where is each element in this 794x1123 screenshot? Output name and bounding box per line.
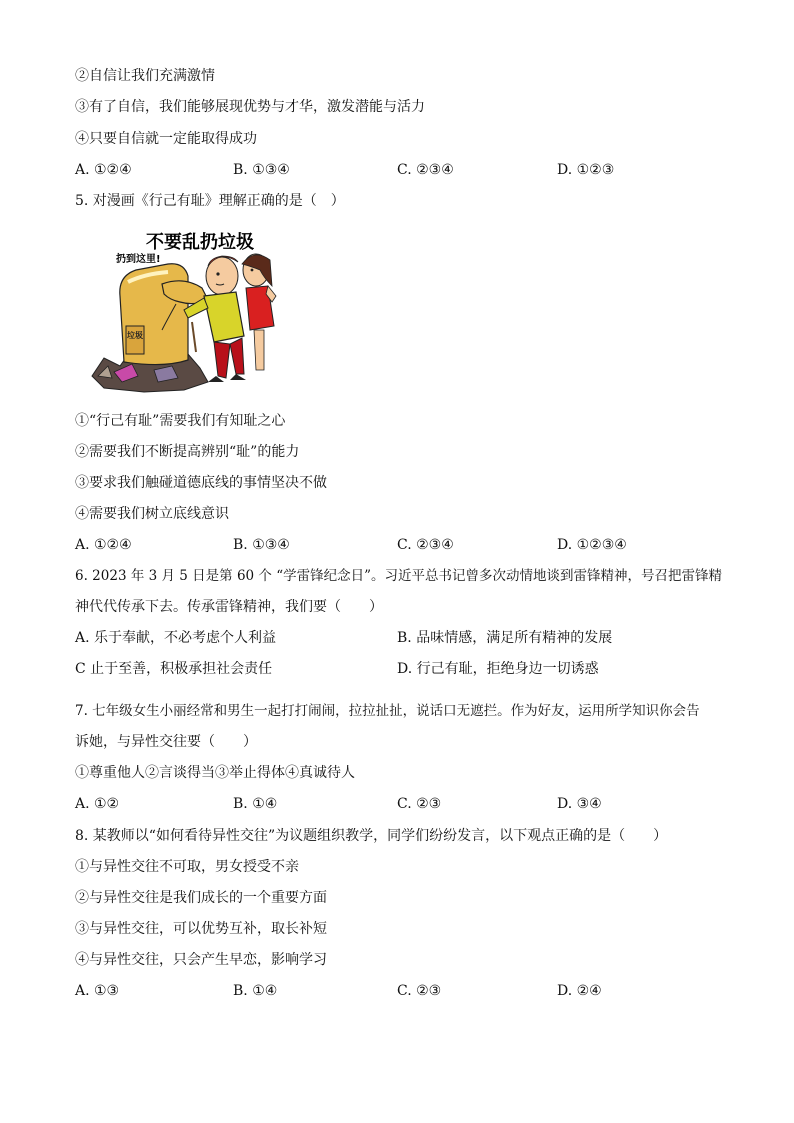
q8-options [75,981,735,1001]
q7-option-d[interactable]: D. ③④ [557,796,602,812]
q6-options-row-1 [75,628,735,648]
q6-question-line-1: 6. 2023 年 3 月 5 日是第 60 个 “学雷锋纪念日”。习近平总书记曾多次动情地谈到雷锋精神，号召把雷锋精 [75,568,723,584]
q8-option-b[interactable]: B. ①④ [233,983,278,999]
q5-options [75,535,735,555]
q8-option-a[interactable]: A. ①③ [75,983,120,999]
q7-option-b[interactable]: B. ①④ [233,796,278,812]
q4-option-d[interactable]: D. ①②③ [557,162,615,178]
q6-question-line-2: 神代代传承下去。传承雷锋精神，我们要（ ） [75,599,383,615]
q4-options [75,160,735,180]
q5-option-a[interactable]: A. ①②④ [75,537,132,553]
q5-statement-4: ④需要我们树立底线意识 [75,506,229,522]
q8-statement-4: ④与异性交往，只会产生早恋，影响学习 [75,952,327,968]
q7-options [75,794,735,814]
q7-statement: ①尊重他人②言谈得当③举止得体④真诚待人 [75,765,355,781]
q8-statement-3: ③与异性交往，可以优势互补，取长补短 [75,921,327,937]
q5-statement-1: ①“行己有耻”需要我们有知耻之心 [75,413,286,429]
q5-question: 5. 对漫画《行己有耻》理解正确的是（ ） [75,193,345,209]
q5-statement-3: ③要求我们触碰道德底线的事情坚决不做 [75,475,327,491]
q6-option-d[interactable]: D. 行己有耻，拒绝身边一切诱惑 [397,661,599,677]
q4-option-a[interactable]: A. ①②④ [75,162,132,178]
q8-option-d[interactable]: D. ②④ [557,983,602,999]
q6-options-row-2 [75,659,735,679]
q8-statement-1: ①与异性交往不可取，男女授受不亲 [75,859,299,875]
bin-label-text-1: 垃圾 [127,331,143,340]
q4-statement-2: ②自信让我们充满激情 [75,68,215,84]
q4-statement-3: ③有了自信，我们能够展现优势与才华，激发潜能与活力 [75,99,425,115]
q5-option-b[interactable]: B. ①③④ [233,537,290,553]
q6-option-a[interactable]: A. 乐于奉献，不必考虑个人利益 [75,630,277,646]
q6-option-c[interactable]: C 止于至善，积极承担社会责任 [75,661,273,677]
q4-option-b[interactable]: B. ①③④ [233,162,290,178]
q7-question-line-2: 诉她，与异性交往要（ ） [75,734,257,750]
q6-option-b[interactable]: B. 品味情感，满足所有精神的发展 [397,630,613,646]
q5-option-d[interactable]: D. ①②③④ [557,537,627,553]
q7-question-line-1: 7. 七年级女生小丽经常和男生一起打打闹闹，拉拉扯扯，说话口无遮拦。作为好友，运用所学知识你会告 [75,703,700,719]
q5-option-c[interactable]: C. ②③④ [397,537,454,553]
q8-option-c[interactable]: C. ②③ [397,983,442,999]
q8-statement-2: ②与异性交往是我们成长的一个重要方面 [75,890,327,906]
q8-question: 8. 某教师以“如何看待异性交往”为议题组织教学，同学们纷纷发言，以下观点正确的是（ ） [75,828,668,844]
q5-statement-2: ②需要我们不断提高辨别“耻”的能力 [75,444,300,460]
q7-option-c[interactable]: C. ②③ [397,796,442,812]
q7-option-a[interactable]: A. ①② [75,796,120,812]
q4-option-c[interactable]: C. ②③④ [397,162,454,178]
q5-cartoon [84,226,298,398]
q4-statement-4: ④只要自信就一定能取得成功 [75,131,257,147]
cartoon-title: 不要乱扔垃圾 [146,232,254,253]
cartoon-speech: 扔到这里! [116,254,161,265]
